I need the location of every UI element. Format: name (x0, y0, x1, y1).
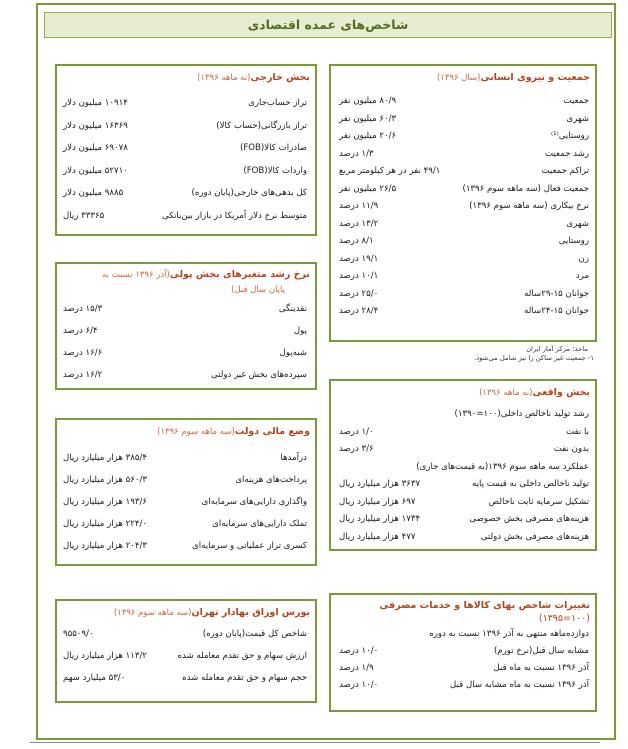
row-label: دوازده‌ماهه منتهی به آذر ۱۳۹۶ نسبت به دوره (429, 629, 589, 639)
row-value: ۹۵۵۰۹/۰ (63, 629, 94, 639)
row-label: جوانان ۱۵-۲۹ساله (524, 288, 589, 299)
row-label: با نفت (566, 426, 589, 437)
real-sector-panel (329, 379, 597, 551)
row-value: ۱۹۳/۶ هزار میلیارد ریال (63, 497, 147, 507)
row-label: تراز حساب‌جاری (248, 98, 307, 108)
external-subtitle: (نه ماهه ۱۳۹۶) (197, 73, 251, 83)
row-value: ۱۷۳۴ هزار میلیارد ریال (339, 514, 421, 524)
row-value: ۳۳۳۶۵ ریال (63, 210, 105, 221)
stock-title (114, 607, 310, 618)
source-note: ماخذ: مرکز آمار ایران (526, 345, 588, 353)
row-value: ۱۳/۲ درصد (339, 218, 379, 229)
row-label: آذر ۱۳۹۶ نسبت به ماه مشابه سال قبل (450, 680, 589, 690)
row-label: ارزش سهام و حق تقدم معامله شده (177, 651, 307, 661)
row-value: ۹۸۸۵ میلیون دلار (63, 188, 124, 198)
row-label: درآمدها (280, 453, 307, 463)
row-value: ۵۲۷۱۰ میلیون دلار (63, 165, 128, 176)
row-label: تملک دارایی‌های سرمایه‌ای (212, 519, 307, 529)
row-value: ۱۰/۰ درصد (339, 646, 379, 656)
row-value: ۲۰۴/۳ هزار میلیارد ریال (63, 541, 147, 551)
row-label: حجم سهام و حق تقدم معامله شده (182, 673, 307, 683)
row-value: ۵۳/۰ میلیارد سهم (63, 673, 126, 683)
row-label: واردات کالا(FOB) (243, 165, 307, 176)
row-label: شهری (566, 113, 589, 124)
row-value: ۱۹/۱ درصد (339, 253, 379, 264)
row-label: جمعیت فعال (سه ماهه سوم ۱۳۹۶) (462, 183, 589, 194)
cpi-subtitle: (۱۰۰=۱۳۹۵) (538, 613, 590, 624)
row-label: واگذاری دارایی‌های سرمایه‌ای (201, 497, 307, 507)
row-label: هزینه‌های مصرفی بخش خصوصی (469, 514, 589, 524)
population-panel (329, 64, 597, 342)
row-value: ۱/۳ درصد (339, 148, 374, 159)
row-value: ۲۶/۵ میلیون نفر (339, 183, 397, 194)
row-label: روستایی⁽¹⁾ (551, 131, 589, 141)
row-value: ۴۷۷ هزار میلیارد ریال (339, 531, 416, 542)
bottom-rule (30, 742, 600, 743)
row-label: شاخص کل قیمت(پایان دوره) (202, 629, 307, 639)
external-title (197, 72, 310, 83)
row-value: ۳۸۵/۴ هزار میلیارد ریال (63, 453, 147, 463)
row-label: تراز بازرگانی(حساب کالا) (216, 120, 307, 131)
row-value: ۶۹۷ هزار میلیارد ریال (339, 496, 416, 507)
row-value: ۱۶/۲ درصد (63, 370, 103, 380)
real-sector-subtitle: (نه ماهه ۱۳۹۶) (479, 388, 533, 398)
row-label: شبه‌پول (279, 348, 307, 358)
row-value: ۲۰/۶ میلیون نفر (339, 131, 397, 141)
row-value: ۱۶/۶ درصد (63, 348, 103, 358)
row-value: ۱۰۹۱۴ میلیون دلار (63, 98, 128, 108)
real-sector-title-text: بخش واقعی (532, 387, 590, 398)
page-title: شاخص‌های عمده اقتصادی (44, 12, 612, 38)
row-value: ۶۹۰۷۸ میلیون دلار (63, 143, 128, 153)
row-label: کل بدهی‌های خارجی(پایان دوره) (191, 188, 307, 198)
row-value: ۱۰/۱ درصد (339, 271, 379, 281)
row-label: نقدینگی (278, 304, 307, 314)
row-label: صادرات کالا(FOB) (239, 143, 307, 153)
external-sector-panel (55, 64, 317, 236)
row-label: تراکم جمعیت (541, 166, 589, 176)
row-value: ۱۰/۰ درصد (339, 680, 379, 690)
row-label: سپرده‌های بخش غیر دولتی (210, 370, 307, 380)
row-value: ۱/۰ درصد (339, 426, 374, 437)
row-value: ۵۶۰/۳ هزار میلیارد ریال (63, 475, 147, 485)
row-label: بدون نفت (553, 444, 589, 454)
row-value: ۲۵/۰ درصد (339, 288, 379, 299)
row-label: مشابه سال قبل(نرخ تورم) (493, 646, 589, 656)
monetary-title (102, 269, 310, 280)
row-label: مرد (575, 271, 589, 281)
row-value: ۲۲۴/۰ هزار میلیارد ریال (63, 519, 147, 529)
fiscal-title (157, 426, 310, 437)
fiscal-panel (55, 418, 317, 566)
fiscal-title-text: وضع مالی دولت (234, 426, 310, 437)
population-subtitle: (سال ۱۳۹۶) (436, 73, 481, 83)
row-label: روستایی (558, 236, 589, 246)
row-value: ۳۶۳۷ هزار میلیارد ریال (339, 479, 421, 489)
population-title-text: جمعیت و نیروی انسانی (480, 72, 590, 83)
external-title-text: بخش خارجی (250, 72, 310, 83)
row-label: رشد جمعیت (544, 148, 589, 159)
row-label: عملکرد سه ماهه سوم ۱۳۹۶(به قیمت‌های جاری) (416, 461, 589, 472)
row-label: جوانان ۱۵-۲۴ساله (524, 306, 589, 316)
row-value: ۸۰/۹ میلیون نفر (339, 96, 397, 106)
row-value: ۱۱/۹ درصد (339, 201, 379, 211)
row-value: ۴۹/۱ نفر در هر کیلومتر مربع (339, 166, 441, 176)
row-value: ۱۶۳۶۹ میلیون دلار (63, 120, 128, 131)
row-value: ۳/۶ درصد (339, 444, 374, 454)
row-value: ۸/۱ درصد (339, 236, 374, 246)
row-label: آذر ۱۳۹۶ نسبت به ماه قبل (493, 663, 589, 673)
row-label: زن (578, 253, 589, 264)
row-label: نرخ بیکاری (سه ماهه سوم ۱۳۹۶) (469, 201, 589, 211)
row-label: متوسط نرخ دلار آمریکا در بازار بین‌بانکی (162, 210, 307, 221)
row-value: ۱۵/۳ درصد (63, 304, 103, 314)
footnote: ۱- جمعیت غیر ساکن را نیز شامل می‌شود. (473, 354, 594, 362)
row-value: ۱/۹ درصد (339, 663, 374, 673)
row-value: ۱۱۳/۲ هزار میلیارد ریال (63, 651, 147, 661)
population-title (437, 72, 590, 83)
row-label: کسری تراز عملیاتی و سرمایه‌ای (192, 541, 307, 551)
monetary-title-text: نرخ رشد متغیرهای بخش پولی (169, 269, 310, 280)
row-value: ۶/۴ درصد (63, 326, 98, 336)
fiscal-subtitle: (سه ماهه سوم ۱۳۹۶) (157, 427, 235, 437)
stock-exchange-panel (55, 599, 317, 703)
row-value: ۲۸/۴ درصد (339, 306, 379, 316)
monetary-panel (55, 262, 317, 390)
cpi-panel (329, 593, 597, 712)
row-label: تشکیل سرمایه ثابت ناخالص (488, 496, 589, 507)
row-label: تولید ناخالص داخلی به قیمت پایه (472, 479, 589, 489)
row-label: شهری (566, 218, 589, 229)
real-sector-title (479, 387, 590, 398)
stock-title-text: بورس اوراق بهادار تهران (191, 607, 310, 618)
row-label: هزینه‌های مصرفی بخش دولتی (480, 531, 589, 542)
row-value: ۶۰/۳ میلیون نفر (339, 113, 397, 124)
cpi-title (379, 600, 590, 611)
row-label: پول (293, 326, 307, 336)
row-label: رشد تولید ناخالص داخلی(۱۰۰=۱۳۹۰) (454, 409, 589, 419)
row-label: جمعیت (563, 96, 589, 106)
monetary-subtitle: (آذر ۱۳۹۶ نسبت به (102, 270, 170, 280)
row-label: پرداخت‌های هزینه‌ای (235, 475, 307, 485)
stock-subtitle: (سه ماهه سوم ۱۳۹۶) (113, 608, 192, 618)
cpi-title-text: تغییرات شاخص بهای کالاها و خدمات مصرفی (379, 600, 590, 611)
monetary-subtitle-2: پایان سال قبل) (231, 285, 285, 295)
